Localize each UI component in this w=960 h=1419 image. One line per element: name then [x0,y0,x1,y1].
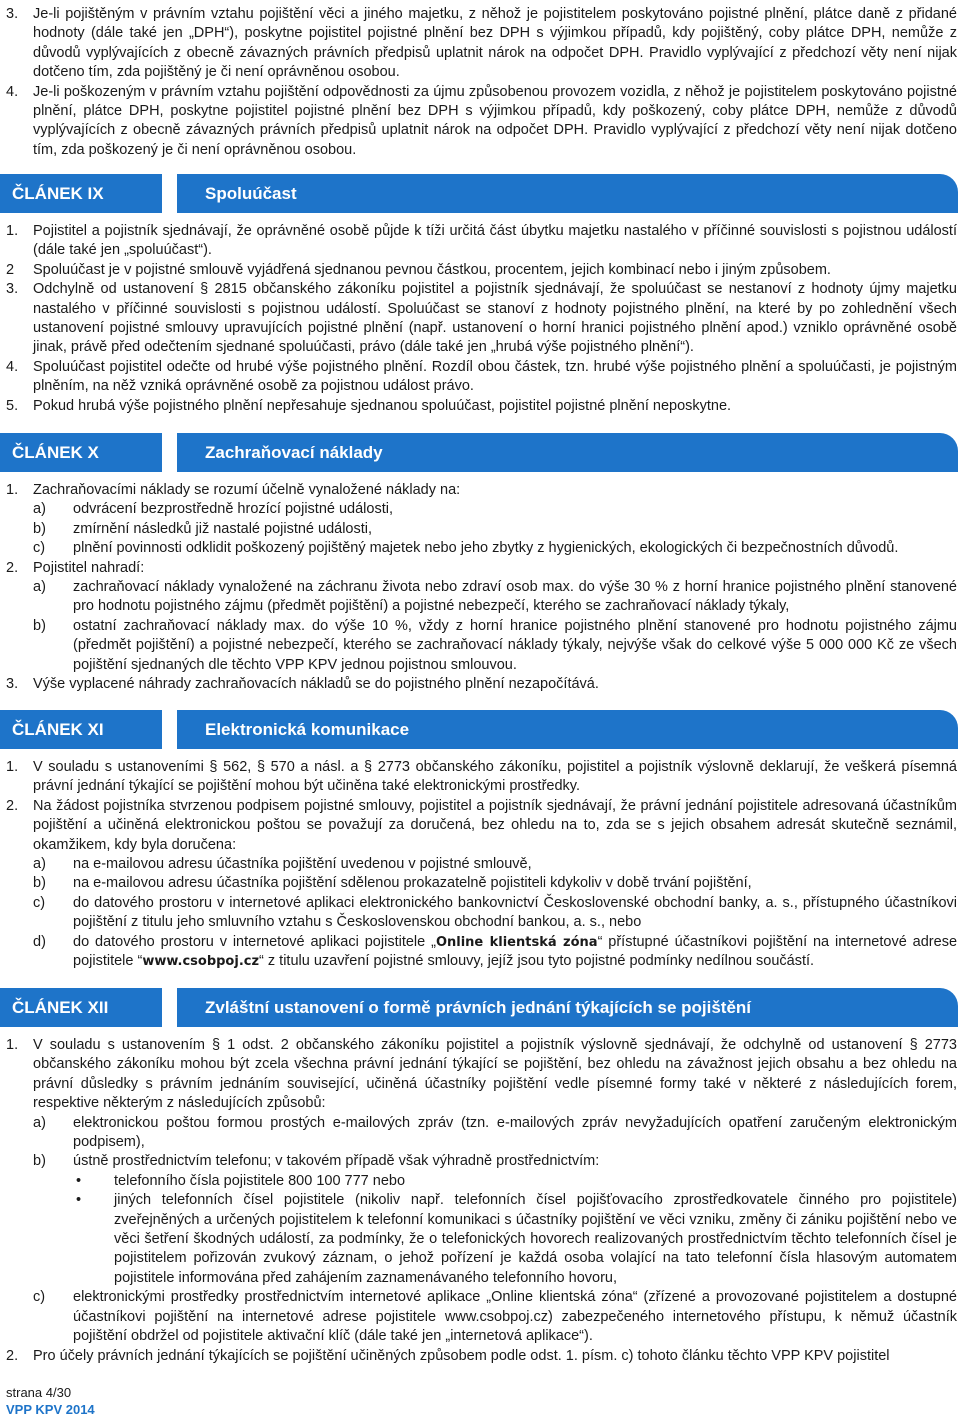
sub-item-text: elektronickými prostředky prostřednictvím internetové aplikace „Online klientská zóna“ (zřízené a provozované pojistitelem a dostupné účastníkovi pojištění na internetové adrese pojistitele www.csobpoj.cz) zabezpečeného internetového přístupu, k němuž účastník pojištění obdržel od pojistitele aktivační klíč (dále také jen „internetová aplikace“). [73,1289,957,1345]
online-zone-name: Online klientská zóna [435,934,598,950]
sub-item-text: ústně prostřednictvím telefonu; v takovém případě však výhradně prostřednictvím: [73,1153,600,1170]
website-link[interactable]: www.csobpoj.cz [142,954,260,970]
list-item [6,5,957,83]
item-number: 3. [6,6,19,22]
sub-item-text: na e-mailovou adresu účastníka pojištění sdělenou prokazatelně pojistiteli kdykoliv v době trvání pojištění, [73,875,752,892]
sub-item-letter: b) [33,520,46,537]
sub-item-text: elektronickou poštou formou prostých e-mailových zpráv (tzn. e-mailových zpráv nevyžadujících opatření zaručeným elektronickým podpisem), [73,1114,957,1151]
item-number: 2. [6,797,19,814]
article-header [0,710,958,749]
text-fragment: “ přístupné účastníkovi pojištění na internetové adrese pojistitele “ [73,933,958,970]
article-header [0,433,958,472]
intro-section [6,5,957,160]
bullet-text: telefonního čísla pojistitele 800 100 777 nebo [114,1172,406,1189]
sub-item [6,617,957,675]
item-text: Spoluúčast je v pojistné smlouvě vyjádřená sjednanou pevnou částkou, procentem, jejich kombinací nebo i jiným způsobem. [33,261,831,278]
sub-item [6,894,957,933]
list-item [6,83,957,161]
item-text: Je-li poškozeným v právním vztahu pojištění odpovědnosti za újmu způsobenou provozem vozidla, z něhož je pojistitelem poskytováno pojistné plnění, plátce DPH, poskytne pojistitel pojistné plnění bez DPH s výjimkou případů, kdy poškozený, coby plátce DPH, nemůže z důvodů vyplývajících z obecně závazných právních předpisů uplatnit nárok na odpočet DPH. Pravidlo vyplývající z předchozí věty není nijak dotčeno tím, zda poškozený je či není oprávněnou osobou. [33,83,957,158]
sub-item-letter: b) [33,1153,46,1170]
list-item [6,397,957,416]
list-item [6,758,957,797]
item-number: 1. [6,482,19,498]
sub-item [6,874,957,893]
list-item [6,797,957,855]
sub-item [6,578,957,617]
item-number: 2 [6,261,15,278]
item-text: Pojistitel a pojistník sjednávají, že oprávněné osobě půjde k tíži určitá část úbytku majetku nastalého v příčinné souvislosti s pojistnou událostí (dále také jen „spoluúčast“). [33,223,957,259]
article-label: ČLÁNEK IX [0,174,162,213]
article-label: ČLÁNEK XI [0,710,162,749]
sub-item-text: plnění povinnosti odklidit poškozený pojištěný majetek nebo jeho zbytky z hygienických, ekologických či bezpečnostních důvodů. [73,540,899,557]
list-item [6,675,957,694]
item-text: V souladu s ustanovením § 1 odst. 2 občanského zákoníku pojistitel a pojistník výslovně sjednávají, že odchylně od ustanovení § 2773 občanského zákoníku mohou být zcela všechna právní jednání týkající se pojištění, bez ohledu na závažnost jejich obsahu a bez ohledu na právní důsledky s právním jednáním související, učiněná účastníky pojištění vedle písemné formy také v některé z následujících forem, respektive některým z následujících způsobů: [33,1037,957,1112]
item-number: 2. [6,1347,19,1364]
item-number: 4. [6,358,19,375]
sub-item-letter: b) [33,875,46,892]
list-item [6,1347,957,1366]
sub-item-letter: a) [33,579,46,596]
sub-item-text: do datového prostoru v internetové aplikaci elektronického bankovnictví Československé obchodní banky, a. s., přístupného účastníkovi pojištění z titulu jeho smluvního vztahu s Československou obchodní bankou, a. s., nebo [73,894,957,931]
list-item [6,222,957,261]
sub-item-text [73,933,957,972]
bullet-item [6,1191,957,1288]
sub-item-letter: d) [33,933,46,950]
item-text: Je-li pojištěným v právním vztahu pojištění věci a jiného majetku, z něhož je pojistitelem poskytováno pojistné plnění, plátce daně z přidané hodnoty (dále také jen „DPH“), poskytne pojistitel pojistné plnění bez DPH s výjimkou případů, kdy pojištěný, coby plátce DPH, nemůže z důvodů vyplývajících z obecně závazných právních předpisů uplatnit nárok na odpočet DPH. Pravidlo vyplývající z předchozí věty není nijak dotčeno tím, zda pojištěný je či není oprávněnou osobou. [33,6,957,81]
sub-item-text: zmírnění následků již nastalé pojistné události, [73,520,373,537]
item-text: Zachraňovacími náklady se rozumí účelně vynaložené náklady na: [33,482,461,498]
article-title: Elektronická komunikace [177,710,958,749]
article-9-body [6,222,957,416]
item-number: 1. [6,223,19,239]
item-number: 1. [6,1037,19,1053]
item-number: 5. [6,397,19,414]
item-number: 2. [6,559,19,576]
list-item [6,358,957,397]
bullet-icon: • [76,1192,82,1209]
sub-item-letter: a) [33,856,46,873]
article-title: Zvláštní ustanovení o formě právních jednání týkajících se pojištění [177,988,958,1027]
article-header [0,988,958,1027]
sub-item-text: odvrácení bezprostředně hrozící pojistné události, [73,501,393,518]
sub-item [6,933,957,972]
article-title: Spoluúčast [177,174,958,213]
sub-item-letter: c) [33,540,46,557]
sub-item-letter: b) [33,617,46,634]
document-code: VPP KPV 2014 [6,1402,95,1417]
page-number: strana 4/30 [6,1385,72,1400]
article-10-body [6,481,957,694]
item-text: Výše vyplacené náhrady zachraňovacích nákladů se do pojistného plnění nezapočítává. [33,676,599,693]
sub-item-letter: a) [33,1114,46,1131]
item-text: Pro účely právních jednání týkajících se pojištění učiněných způsobem podle odst. 1. písm. c) tohoto článku těchto VPP KPV pojistitel [33,1347,890,1364]
item-text: Na žádost pojistníka stvrzenou podpisem pojistné smlouvy, pojistitel a pojistník sjednávají, že právní jednání pojistitele adresovaná účastníkům pojištění a učiněná elektronickou poštou se považují za doručená, bez ohledu na to, zda se s jejich obsahem adresát skutečně seznámil, okamžikem, kdy byla doručena: [33,797,957,853]
sub-item-text: na e-mailovou adresu účastníka pojištění uvedenou v pojistné smlouvě, [73,856,532,873]
text-fragment: do datového prostoru v internetové aplikaci pojistitele „ [73,933,436,950]
bullet-icon: • [76,1172,82,1189]
bullet-text: jiných telefonních čísel pojistitele (nikoliv např. telefonních čísel pojišťovacího zprostředkovatele činného pro pojistitele) zveřejněných a určených pojistitelem k telefonní komunikaci s účastníky pojištění ve věci vzniku, změny či zániku pojištění nebo ve věci šetření škodných událostí, za podmínky, že o telefonických hovorech realizovaných prostřednictvím těchto telefonních čísel je pojistitelem pořizován zvukový záznam, o jehož pořízení je každá osoba volající na tato telefonní čísla hlasovým automatem pojistitele informována před zahájením zaznamenávaného telefonního hovoru, [114,1192,957,1286]
item-text: V souladu s ustanoveními § 562, § 570 a násl. a § 2773 občanského zákoníku, pojistitel a pojistník výslovně deklarují, že veškerá písemná právní jednání týkající se pojištění mohou být učiněna také elektronickými prostředky. [33,759,957,795]
sub-item-letter: c) [33,1289,46,1306]
item-number: 4. [6,83,19,100]
article-label: ČLÁNEK X [0,433,162,472]
article-label: ČLÁNEK XII [0,988,162,1027]
sub-item [6,1114,957,1153]
item-text: Pokud hrubá výše pojistného plnění nepřesahuje sjednanou spoluúčast, pojistitel pojistné plnění neposkytne. [33,397,732,414]
list-item [6,261,957,280]
list-item [6,1036,957,1114]
list-item [6,559,957,578]
item-text: Odchylně od ustanovení § 2815 občanského zákoníku pojistitel a pojistník sjednávají, že spoluúčast se nestanoví z hodnoty újmy majetku nastalého v příčinné souvislosti s pojistnou událostí. Spoluúčast se stanoví z hodnoty pojistného plnění, na které by po zohlednění všech ustanovení pojistné smlouvy upravujících pojistné plnění (např. ustanovení o horní hranici pojistného plnění apod.) vzniklo oprávněné osobě jinak, právě před odečtením sjednané spoluúčasti, právo (dále také jen „hrubá výše pojistného plnění“). [33,281,957,356]
sub-item-text: ostatní zachraňovací náklady max. do výše 10 %, vždy z horní hranice pojistného plnění stanovené pro hodnotu pojistného zájmu (předmět pojištění) a pojistné nebezpečí, kterého se zachraňovací náklady týkaly, nejvýše však do celkové výše 5 000 000 Kč ze všech pojištění sjednaných dle těchto VPP KPV jednou pojistnou smlouvou. [73,617,957,673]
item-number: 3. [6,281,19,298]
list-item [6,481,957,500]
sub-item-letter: c) [33,894,46,911]
article-title: Zachraňovací náklady [177,433,958,472]
item-number: 3. [6,676,19,693]
text-fragment: “ z titulu uzavření pojistné smlouvy, jejíž jsou tyto pojistné podmínky nedílnou součástí. [259,953,815,970]
sub-item-text: zachraňovací náklady vynaložené na záchranu života nebo zdraví osob max. do výše 30 % z horní hranice pojistného plnění stanovené pro hodnotu pojistného zájmu (předmět pojištění) a pojistné nebezpečí, kterého se zachraňovací náklady týkaly, [73,579,957,615]
article-12-body [6,1036,957,1366]
bullet-item [6,1172,957,1191]
item-text: Spoluúčast pojistitel odečte od hrubé výše pojistného plnění. Rozdíl obou částek, tzn. hrubé výše pojistného plnění a spoluúčasti, je pojistným plněním, na něž vzniká oprávněné osobě za pojistnou událost právo. [33,358,957,395]
sub-item [6,539,957,558]
article-11-body [6,758,957,971]
sub-item [6,855,957,874]
sub-item [6,500,957,519]
sub-item [6,1288,957,1346]
article-header [0,174,958,213]
item-number: 1. [6,759,19,775]
item-text: Pojistitel nahradí: [33,559,145,576]
sub-item-letter: a) [33,501,46,518]
sub-item [6,520,957,539]
list-item [6,280,957,358]
sub-item [6,1152,957,1171]
